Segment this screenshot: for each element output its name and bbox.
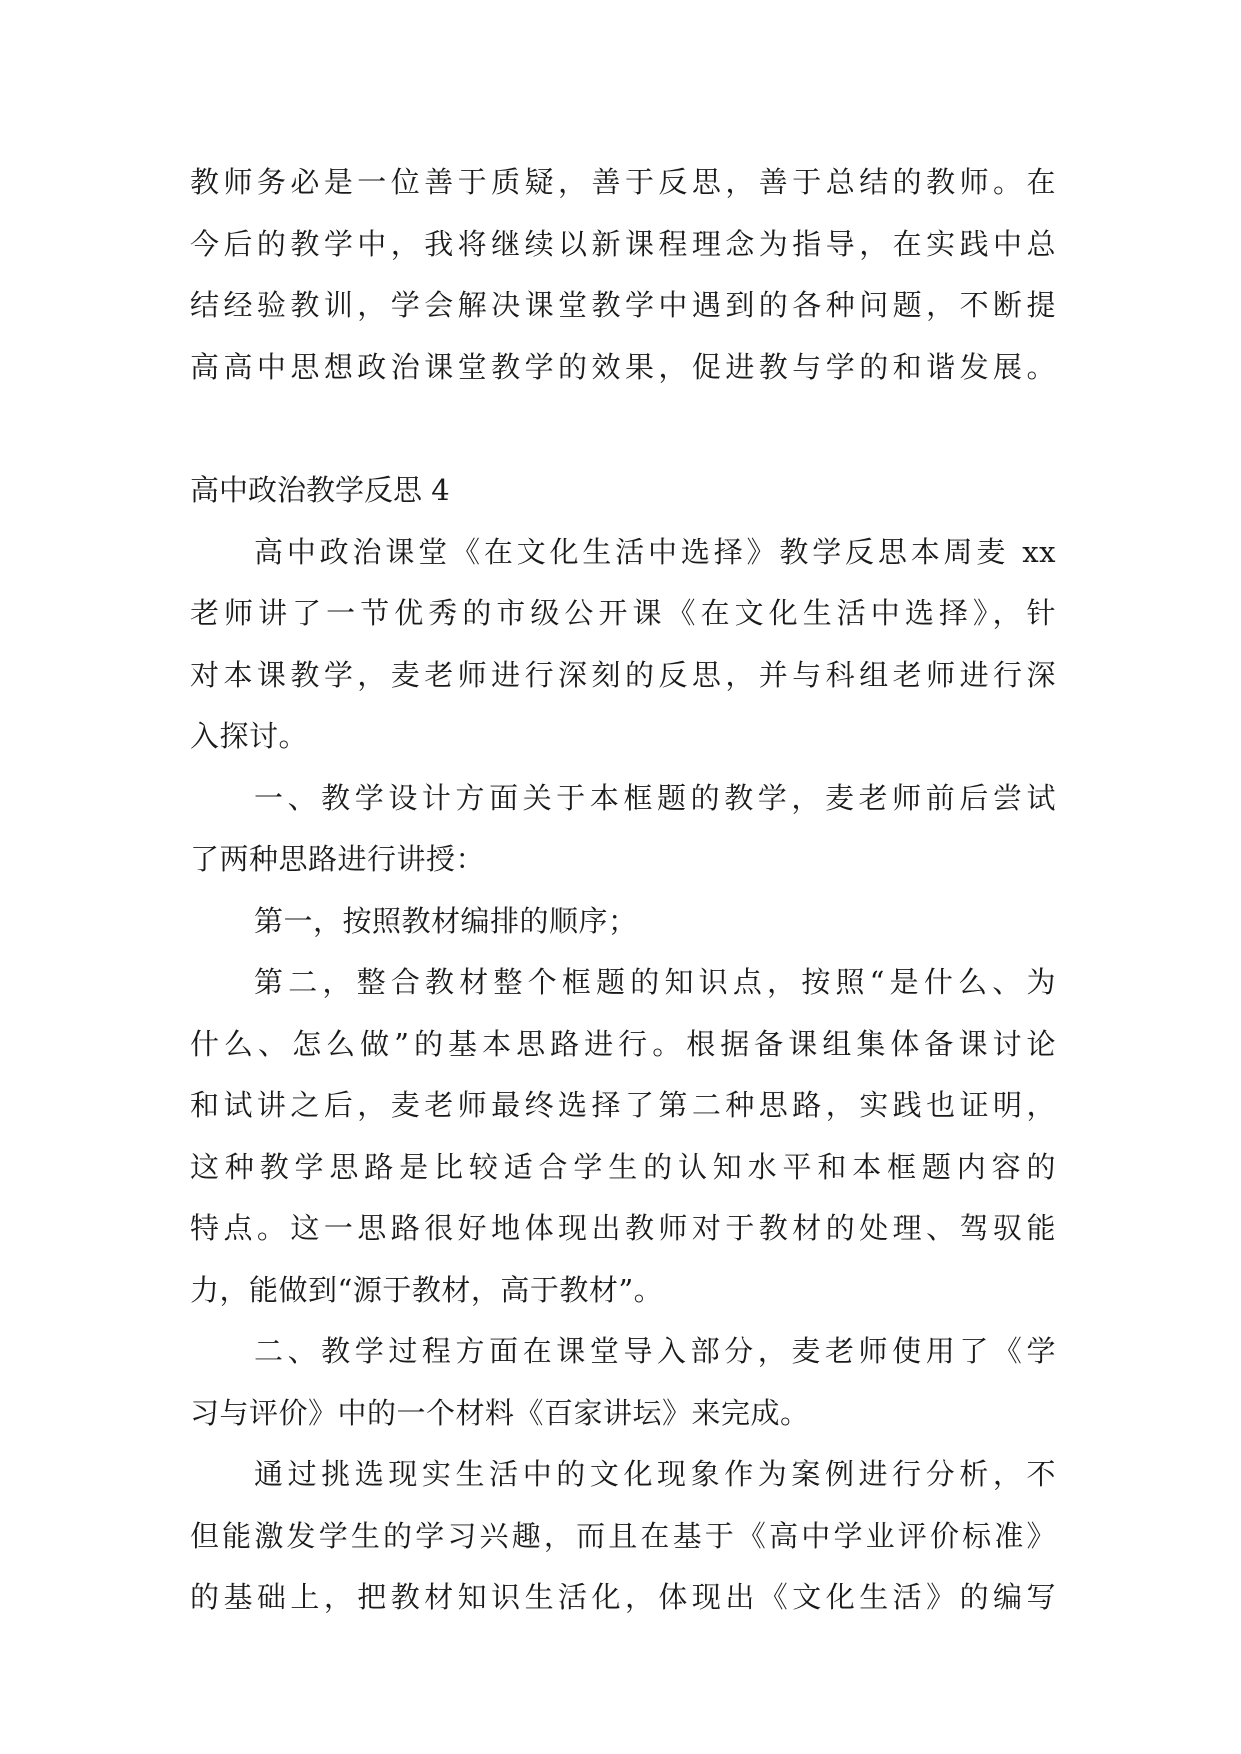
text-line: 老师讲了一节优秀的市级公开课《在文化生活中选择》，针 <box>190 596 1056 630</box>
text-line: 第一，按照教材编排的顺序； <box>254 903 638 938</box>
paragraph-intro <box>190 522 1056 768</box>
paragraph-conclusion <box>190 152 1056 398</box>
paragraph-first-approach <box>190 891 1056 953</box>
text-line: 二、教学过程方面在课堂导入部分，麦老师使用了《学 <box>254 1334 1056 1368</box>
paragraph-process <box>190 1321 1056 1444</box>
text-line: 一、教学设计方面关于本框题的教学，麦老师前后尝试 <box>254 780 1056 815</box>
text-line: 和试讲之后，麦老师最终选择了第二种思路，实践也证明， <box>190 1088 1056 1122</box>
text-line: 习与评价》中的一个材料《百家讲坛》来完成。 <box>190 1395 810 1430</box>
text-line: 高中政治课堂《在文化生活中选择》教学反思本周麦 xx <box>254 534 1056 569</box>
text-line: 但能激发学生的学习兴趣，而且在基于《高中学业评价标准》 <box>190 1518 1056 1553</box>
text-line: 特点。这一思路很好地体现出教师对于教材的处理、驾驭能 <box>190 1211 1056 1245</box>
text-line: 结经验教训，学会解决课堂教学中遇到的各种问题，不断提 <box>190 288 1056 322</box>
text-line: 教师务必是一位善于质疑，善于反思，善于总结的教师。在 <box>190 165 1056 199</box>
paragraph-design <box>190 768 1056 891</box>
text-line: 什么、怎么做”的基本思路进行。根据备课组集体备课讨论 <box>190 1026 1056 1061</box>
section-heading: 高中政治教学反思 4 <box>190 473 450 507</box>
text-line: 第二，整合教材整个框题的知识点，按照“是什么、为 <box>254 965 1056 999</box>
text-line: 通过挑选现实生活中的文化现象作为案例进行分析，不 <box>254 1457 1056 1491</box>
paragraph-gap <box>190 398 1056 460</box>
text-line: 力，能做到“源于教材，高于教材”。 <box>190 1272 664 1307</box>
paragraph-second-approach <box>190 952 1056 1321</box>
text-line: 了两种思路进行讲授： <box>190 842 486 876</box>
text-line: 对本课教学，麦老师进行深刻的反思，并与科组老师进行深 <box>190 657 1056 692</box>
text-line: 这种教学思路是比较适合学生的认知水平和本框题内容的 <box>190 1149 1056 1184</box>
text-line: 高高中思想政治课堂教学的效果，促进教与学的和谐发展。 <box>190 349 1056 384</box>
text-line: 入探讨。 <box>190 719 309 753</box>
text-line: 今后的教学中，我将继续以新课程理念为指导，在实践中总 <box>190 226 1056 261</box>
text-line: 的基础上，把教材知识生活化，体现出《文化生活》的编写 <box>190 1580 1056 1614</box>
document-body <box>190 152 1056 1629</box>
paragraph-cases <box>190 1444 1056 1629</box>
